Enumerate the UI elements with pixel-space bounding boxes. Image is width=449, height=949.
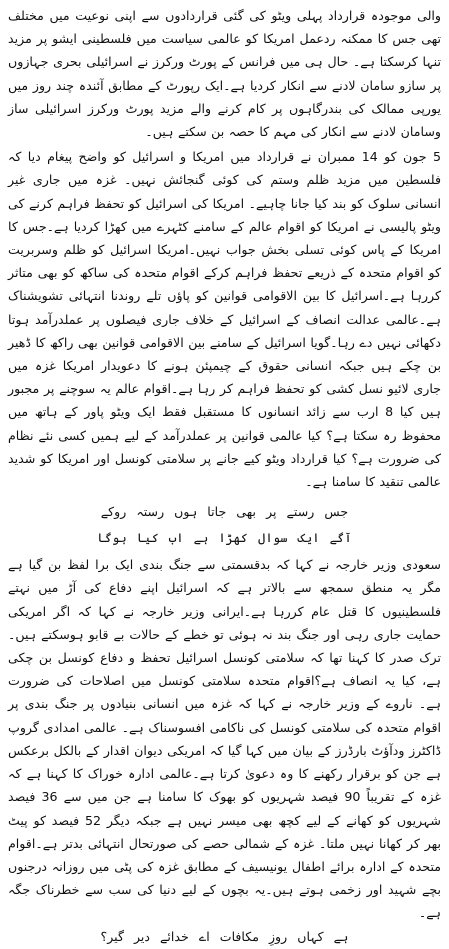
closing-verse: ہے کہاں روزِ مکافات اے خدائے دیر گیر؟	[100, 928, 349, 944]
article-paragraph-1: والی موجودہ قرارداد پہلی ویٹو کی گئی قراردادوں سے اپنی نوعیت میں مختلف تھی جس کا ممکنہ ردعمل امریکا کو عالمی سیاست میں فلسطینی ایشو پر مزید تنہا کرسکتا ہے۔ حال ہی میں فرانس کے پورٹ ورکرز نے اسرائیلی بحری جہازوں پر سازو سامان لادنے سے انکار کردیا ہے۔ایک رپورٹ کے مطابق آئندہ چند روز میں یورپی ممالک کی بندرگاہوں پر کام کرنے والے مزید پورٹ ورکرز اسرائیلی ساز وسامان لادنے سے انکار کی مہم کا حصہ بن سکتے ہیں۔	[8, 8, 441, 140]
poetry-couplet	[8, 499, 441, 551]
verse-line-2: آگے ایک سوال کھڑا ہے اب کیا ہوگا	[97, 530, 352, 546]
article-paragraph-2: 5 جون کو 14 ممبران نے قرارداد میں امریکا و اسرائیل کو واضح پیغام دیا کہ فلسطین میں مزید ظلم وستم کی کوئی گنجائش نہیں۔ غزہ میں جاری غیر انسانی سلوک کو بند کیا جانا چاہیے۔ امریکا کی اسرائیل کو تحفظ فراہم کرنے کی ویٹو پالیسی نے امریکا کو اقوام عالم کے سامنے کٹہرے میں کھڑا کردیا ہے۔جس کا امریکا کے پاس کوئی تسلی بخش جواب نہیں۔امریکا اسرائیل کو ظلم وسربریت کو اقوام متحدہ کے ذریعے تحفظ فراہم کرکے اقوام متحدہ کی ساکھ کو بھی متاثر کررہا ہے۔اسرائیل کا بین الاقوامی قوانین کو پاؤں تلے روندنا انتہائی تشویشناک ہے۔عالمی عدالت انصاف کے اسرائیل کے خلاف جاری فیصلوں پر عملدرآمد ہوتا دکھائی نہیں دے رہا۔گویا اسرائیل کے سامنے بین الاقوامی قوانین بھی راکھ کا ڈھیر بن چکے ہیں جبکہ انسانی حقوق کے چیمپئن ہونے کا دعویدار امریکا غزہ میں جاری لائیو نسل کشی کو تحفظ فراہم کر رہا ہے۔اقوام عالم یہ سوچنے پر مجبور ہیں کیا 8 ارب سے زائد انسانوں کا مستقبل فقط ایک ویٹو پاور کے ہاتھ میں محفوظ رہ سکتا ہے؟ کیا عالمی قوانین پر عملدرآمد کے لیے ہمیں کسی نئے نظام کی ضرورت ہے؟ کیا قرارداد ویٹو کیے جانے پر سلامتی کونسل اور امریکا کو شدید عالمی تنقید کا سامنا ہے۔	[8, 149, 442, 490]
article-paragraph-3: سعودی وزیر خارجہ نے کہا کہ بدقسمتی سے جنگ بندی ایک برا لفظ بن گیا ہے مگر یہ منطق سمجھ سے بالاتر ہے کہ اسرائیل اپنے دفاع کی آڑ میں نہتے فلسطینیوں کا قتل عام کررہا ہے۔ایرانی وزیر خارجہ نے کہا کہ اگر امریکی حمایت جاری رہی اور جنگ بند نہ ہوئی تو خطے کے حالات بے قابو ہوسکتے ہیں۔ترک صدر کا کہنا تھا کہ سلامتی کونسل اسرائیل تحفظ و دفاع کونسل بن چکی ہے، کیا یہ انصاف ہے؟اقوام متحدہ سلامتی کونسل میں اصلاحات کی ضرورت ہے۔ ناروے کے وزیر خارجہ نے کہا کہ غزہ میں انسانی بنیادوں پر جنگ بندی پر اقوام متحدہ کی سلامتی کونسل کی ناکامی افسوسناک ہے۔ عالمی امدادی گروپ ڈاکٹرز ودآؤٹ بارڈرز کے بیان میں کہا گیا کہ امریکی دیوان اقدار کے بالکل برعکس ہے جن کو برقرار رکھنے کا وہ دعویٰ کرتا ہے۔عالمی ادارہ خوراک کا کہنا ہے کہ غزہ کے تقریباً 90 فیصد شہریوں کو بھوک کا سامنا ہے جن میں سے 36 فیصد شہریوں کو کھانے کے لیے کچھ بھی میسر نہیں ہے جبکہ دیگر 52 فیصد کو پیٹ بھر کر کھانا نہیں ملتا۔ غزہ کے شمالی حصے کی صورتحال انتہائی بدتر ہے۔اقوام متحدہ کے ادارہ برائے اطفال یونیسیف کے مطابق غزہ کی پٹی میں روزانہ درجنوں بچے شہید اور زخمی ہوتے ہیں۔یہ بچوں کے لیے دنیا کی سب سے خطرناک جگہ ہے۔	[8, 557, 441, 921]
verse-line-1: جس رستے پر بھی جاتا ہوں رستہ روکے	[100, 504, 349, 520]
